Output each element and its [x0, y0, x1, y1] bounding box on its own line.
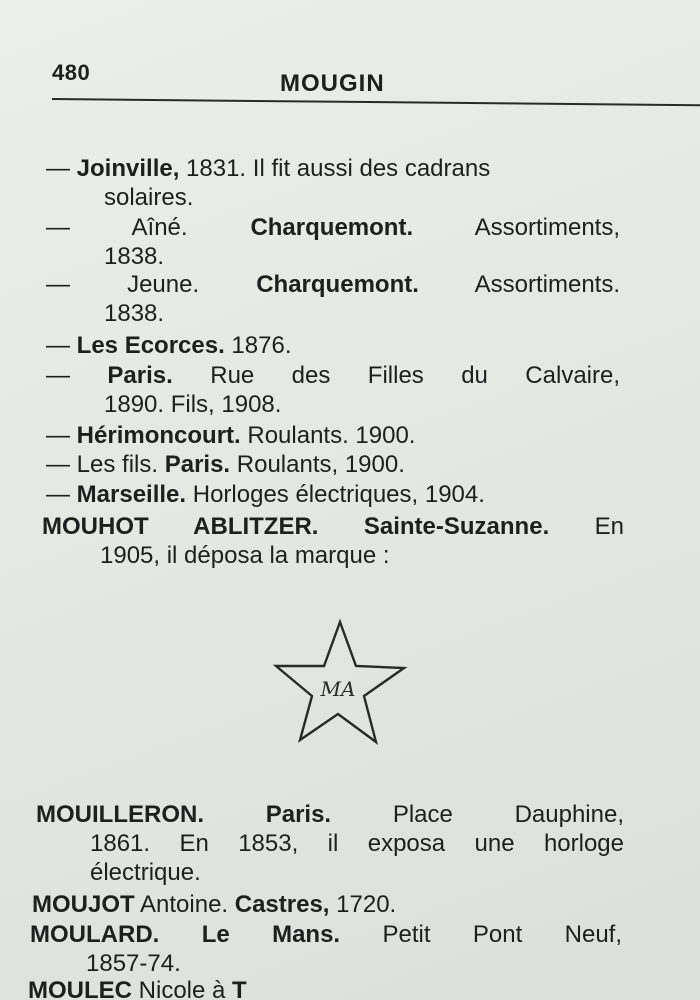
entry-continuation-2: électrique.	[90, 859, 201, 886]
entry-prefix: Aîné.	[131, 214, 188, 241]
dash: —	[46, 271, 70, 298]
entry-aine	[46, 213, 620, 271]
entry-headword: MOUHOT ABLITZER. Sainte-Suzanne.	[42, 513, 550, 540]
entry-place: Hérimoncourt.	[76, 422, 241, 449]
entry-text: Horloges électriques, 1904.	[186, 481, 485, 508]
entry-text: En	[594, 513, 624, 540]
entry-place: Castres,	[234, 891, 330, 918]
dash: —	[46, 451, 70, 478]
entry-place: Marseille.	[76, 481, 187, 508]
entry-headword: MOUILLERON. Paris.	[36, 801, 332, 828]
entry-continuation: 1905, il déposa la marque :	[100, 542, 390, 569]
entry-text: Nicole à	[132, 977, 233, 1000]
dash: —	[46, 214, 70, 241]
entry-text: Antoine.	[134, 891, 235, 918]
entry-text: Roulants. 1900.	[240, 422, 416, 449]
running-head: MOUGIN	[280, 70, 385, 97]
entry-place: Les Ecorces.	[76, 332, 225, 359]
entry-text: Place Dauphine,	[392, 801, 625, 828]
dash: —	[46, 155, 70, 182]
entry-marseille	[46, 480, 636, 509]
dash: —	[46, 481, 70, 508]
entry-headword: MOUJOT	[32, 891, 135, 918]
entry-place: Paris.	[107, 362, 173, 389]
entry-text-2: 1720.	[329, 891, 397, 918]
entry-place: Joinville,	[76, 155, 180, 182]
entry-continuation: 1890. Fils, 1908.	[104, 391, 282, 418]
page-header	[52, 56, 700, 102]
header-rule	[52, 98, 700, 106]
entry-moulard	[30, 920, 622, 978]
entry-joinville	[46, 154, 620, 212]
trademark-mark	[272, 616, 412, 748]
entry-place: T	[232, 977, 247, 1000]
entry-place: Paris.	[164, 451, 231, 478]
entry-continuation: solaires.	[104, 184, 194, 211]
entry-text: Roulants, 1900.	[230, 451, 405, 478]
entry-prefix: Les fils.	[76, 451, 159, 478]
star-icon	[272, 616, 412, 748]
entry-les-fils	[46, 450, 620, 479]
entry-les-ecorces	[46, 331, 620, 360]
entry-mouhot-ablitzer	[42, 512, 624, 570]
entry-paris	[46, 361, 620, 419]
entry-text: Assortiments.	[474, 271, 621, 298]
entry-continuation: 1857-74.	[86, 950, 181, 977]
dash: —	[46, 422, 70, 449]
entry-prefix: Jeune.	[127, 271, 200, 298]
entry-text: 1876.	[224, 332, 292, 359]
trademark-letters: MA	[320, 677, 356, 701]
entry-jeune	[46, 270, 620, 328]
entry-text: Petit Pont Neuf,	[382, 921, 623, 948]
entry-headword: MOULARD. Le Mans.	[30, 921, 341, 948]
entry-moujot	[32, 890, 632, 919]
entry-moulec	[28, 976, 668, 1000]
entry-text: 1831. Il fit aussi des cadrans	[179, 155, 491, 182]
entry-text: Rue des Filles du Calvaire,	[210, 362, 621, 389]
page-number: 480	[52, 60, 91, 85]
entry-continuation: 1861. En 1853, il exposa une horloge	[90, 830, 624, 857]
entry-text: Assortiments,	[474, 214, 621, 241]
entry-mouilleron	[36, 800, 624, 887]
entry-continuation: 1838.	[104, 300, 165, 327]
entry-place: Charquemont.	[250, 214, 414, 241]
dash: —	[46, 332, 70, 359]
dash: —	[46, 362, 70, 389]
entry-place: Charquemont.	[256, 271, 419, 298]
entry-continuation: 1838.	[104, 243, 165, 270]
entry-headword: MOULEC	[28, 977, 132, 1000]
entry-herimoncourt	[46, 421, 620, 450]
